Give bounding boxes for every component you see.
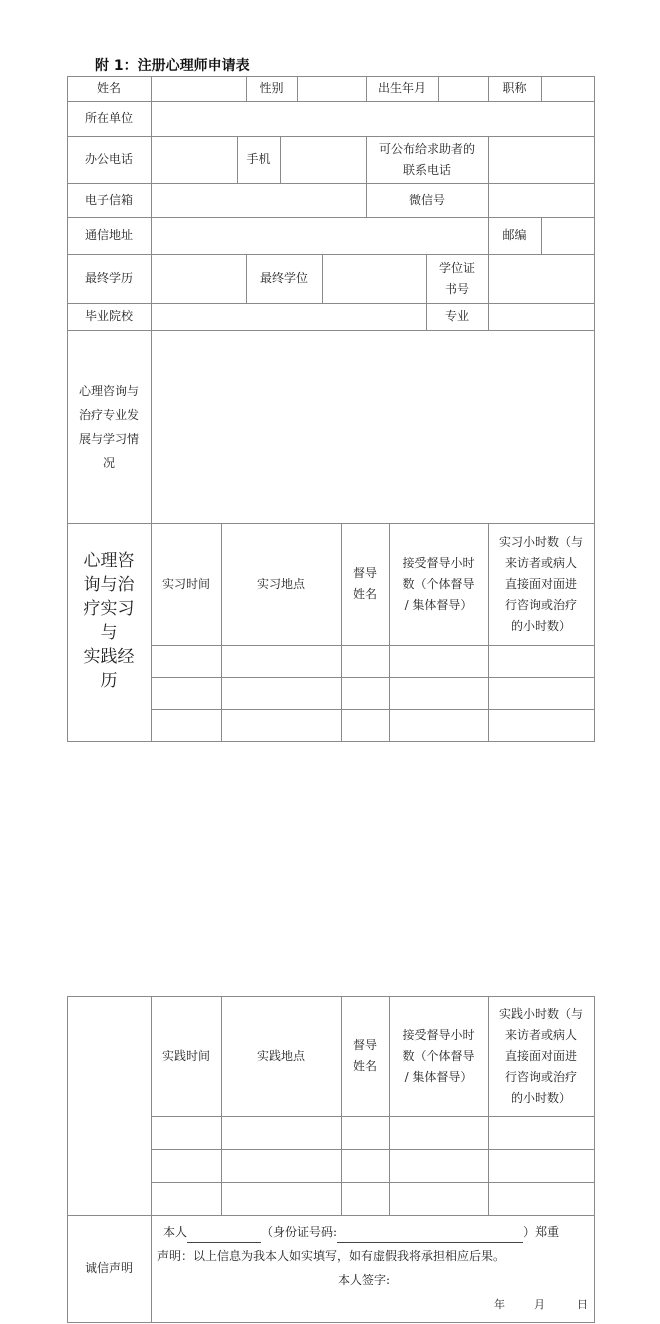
declaration-self: 本人 [163, 1225, 188, 1239]
label-internship-section-line: 与 [100, 623, 118, 643]
header-line: 直接面对面进 [504, 576, 577, 591]
header-line: 接受督导小时 [402, 555, 475, 570]
declaration-solemn: ）郑重 [523, 1225, 560, 1239]
header-line: / 集体督导） [404, 597, 473, 612]
declaration-statement: 声明：以上信息为我本人如实填写，如有虚假我将承担相应后果。 [157, 1249, 506, 1263]
label-internship-section-line: 心理咨 [83, 551, 135, 571]
declaration-line1 [163, 1222, 559, 1243]
label-major: 专业 [444, 309, 469, 323]
header-practice-hours [488, 996, 594, 1116]
label-degree-cert-line1: 学位证 [438, 260, 475, 275]
header-internship-hours [488, 523, 594, 645]
label-gender: 性别 [259, 81, 284, 95]
header-line: 的小时数） [510, 618, 571, 633]
label-degree: 最终学位 [259, 271, 308, 285]
header-line: 的小时数） [510, 1090, 571, 1105]
header-line: 数（个体督导 [402, 576, 475, 591]
label-development-line: 心理咨询与 [78, 383, 139, 398]
label-job-title: 职称 [502, 81, 527, 95]
header-line: 接受督导小时 [402, 1027, 475, 1042]
label-internship-section-line: 疗实习 [83, 599, 135, 619]
header-line: 直接面对面进 [504, 1048, 577, 1063]
label-internship-section-line: 实践经 [83, 647, 135, 667]
declaration-id-blank[interactable] [337, 1228, 523, 1243]
form-title: 附 1：注册心理师申请表 [95, 58, 250, 74]
label-public-phone-line1: 可公布给求助者的 [378, 141, 475, 156]
label-internship-section-line: 历 [100, 671, 118, 691]
label-development-line: 展与学习情 [78, 431, 139, 446]
declaration-day: 日 [577, 1298, 588, 1311]
header-practice-time: 实践时间 [161, 1048, 210, 1063]
label-internship-section-line: 询与治 [83, 575, 135, 595]
label-development-line: 况 [102, 455, 115, 470]
label-degree-cert [426, 254, 488, 303]
label-postcode: 邮编 [502, 228, 527, 242]
label-development [67, 330, 151, 523]
label-office-phone: 办公电话 [84, 152, 133, 166]
header-line: 督导 [352, 1038, 377, 1052]
header-internship-supervisor [341, 523, 389, 645]
header-line: / 集体督导） [404, 1069, 473, 1084]
header-line: 实习小时数（与 [498, 534, 583, 549]
label-wechat: 微信号 [408, 192, 445, 207]
header-internship-place: 实习地点 [256, 576, 305, 591]
label-workplace: 所在单位 [84, 111, 133, 125]
header-line: 来访者或病人 [504, 555, 577, 570]
header-line: 数（个体督导 [402, 1048, 475, 1063]
label-development-line: 治疗专业发 [78, 407, 139, 422]
header-practice-supervisor [341, 996, 389, 1116]
header-practice-place: 实践地点 [256, 1048, 305, 1063]
header-line: 行咨询或治疗 [504, 597, 577, 612]
declaration-id-label: （身份证号码: [261, 1225, 338, 1239]
header-practice-supervision-hours [389, 996, 488, 1116]
label-public-phone [366, 136, 488, 183]
label-education: 最终学历 [84, 271, 133, 285]
header-internship-time: 实习时间 [161, 576, 210, 591]
label-public-phone-line2: 联系电话 [402, 162, 451, 177]
header-line: 督导 [352, 566, 377, 580]
header-line: 姓名 [352, 587, 377, 601]
header-line: 来访者或病人 [504, 1027, 577, 1042]
label-degree-cert-line2: 书号 [444, 281, 469, 296]
declaration-name-blank[interactable] [187, 1228, 261, 1243]
label-school: 毕业院校 [84, 309, 133, 323]
declaration-year: 年 [494, 1298, 505, 1311]
declaration-signature: 本人签字: [338, 1273, 391, 1287]
label-birth: 出生年月 [377, 81, 426, 95]
declaration-month: 月 [534, 1298, 545, 1311]
label-name: 姓名 [96, 81, 121, 95]
header-line: 姓名 [352, 1059, 377, 1073]
label-mobile: 手机 [246, 152, 271, 166]
label-internship-section [67, 523, 151, 741]
header-line: 行咨询或治疗 [504, 1069, 577, 1084]
label-declaration: 诚信声明 [84, 1261, 133, 1275]
header-line: 实践小时数（与 [498, 1006, 583, 1021]
label-email: 电子信箱 [84, 192, 133, 207]
label-address: 通信地址 [84, 228, 133, 242]
header-internship-supervision-hours [389, 523, 488, 645]
